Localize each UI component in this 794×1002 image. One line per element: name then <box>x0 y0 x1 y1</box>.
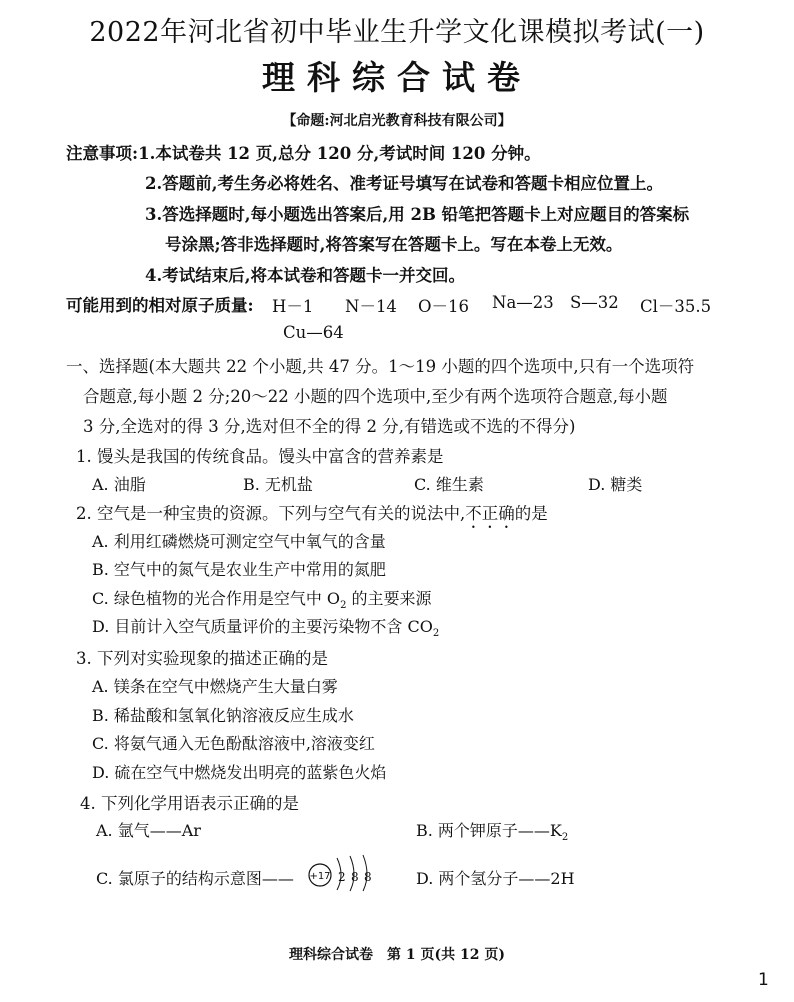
atomic-mass-row <box>66 292 254 316</box>
option-b <box>416 818 568 843</box>
option-a: A. 镁条在空气中燃烧产生大量白雾 <box>92 677 338 696</box>
option-a: A. 利用红磷燃烧可测定空气中氧气的含量 <box>92 532 386 551</box>
section-instructions: 一、选择题(本大题共 22 个小题,共 47 分。1～19 小题的四个选项中,只有一个选项符 <box>66 357 695 376</box>
shell-electron-count: 2 <box>338 870 346 884</box>
option-d: D. 硫在空气中燃烧发出明亮的蓝紫色火焰 <box>92 763 387 782</box>
option-b: B. 无机盐 <box>243 475 313 494</box>
setter-credit: 【命题:河北启光教育科技有限公司】 <box>282 113 512 129</box>
notice-item: 号涂黑;答非选择题时,将答案写在答题卡上。写在本卷上无效。 <box>165 235 623 254</box>
page-number: 1 <box>758 970 769 990</box>
atomic-mass-value: S—32 <box>570 293 619 312</box>
option-b: B. 稀盐酸和氢氧化钠溶液反应生成水 <box>92 706 354 725</box>
question-stem: 3. 下列对实验现象的描述正确的是 <box>76 649 328 668</box>
notice-label: 注意事项: <box>66 144 139 163</box>
option-c: C. 维生素 <box>414 475 484 494</box>
notice-item: 4.考试结束后,将本试卷和答题卡一并交回。 <box>145 266 465 285</box>
question-stem: 4. 下列化学用语表示正确的是 <box>80 794 299 813</box>
option-c: C. 将氨气通入无色酚酞溶液中,溶液变红 <box>92 734 375 753</box>
atomic-mass-value: Cu—64 <box>283 323 344 342</box>
option-text: D. 目前计入空气质量评价的主要污染物不含 CO <box>92 617 433 636</box>
question-stem: 1. 馒头是我国的传统食品。馒头中富含的营养素是 <box>76 447 444 466</box>
option-c <box>92 586 432 611</box>
notice-item: 2.答题前,考生务必将姓名、准考证号填写在试卷和答题卡相应位置上。 <box>145 174 663 193</box>
option-d <box>92 614 439 639</box>
option-b: B. 空气中的氮气是农业生产中常用的氮肥 <box>92 560 386 579</box>
stem-text: 2. 空气是一种宝贵的资源。下列与空气有关的说法中, <box>76 504 466 523</box>
option-c: C. 氯原子的结构示意图—— <box>96 869 294 888</box>
shell-electron-count: 8 <box>351 870 359 884</box>
atomic-mass-value: N－14 <box>345 297 397 316</box>
section-instructions: 合题意,每小题 2 分;20～22 小题的四个选项中,至少有两个选项符合题意,每小题 <box>83 387 668 406</box>
option-text: 的主要来源 <box>346 589 432 608</box>
atom-structure-diagram <box>306 848 376 892</box>
option-a: A. 油脂 <box>92 475 146 494</box>
subscript: 2 <box>432 628 440 640</box>
notice-row-1 <box>66 140 541 164</box>
subscript: 2 <box>340 600 347 612</box>
atomic-mass-value: O－16 <box>418 297 470 316</box>
emphasized-text: 不正确 <box>465 504 515 523</box>
stem-text: 的是 <box>514 504 548 523</box>
question-stem <box>76 500 548 532</box>
subscript: 2 <box>561 832 569 844</box>
option-a: A. 氩气——Ar <box>96 821 201 840</box>
notice-item: 3.答选择题时,每小题选出答案后,用 2B 铅笔把答题卡上对应题目的答案标 <box>145 205 690 224</box>
exam-title: 2022年河北省初中毕业生升学文化课模拟考试(一) <box>89 17 705 48</box>
paper-subtitle: 理科综合试卷 <box>262 58 532 97</box>
atomic-mass-value: Cl－35.5 <box>640 297 712 316</box>
notice-item: 1.本试卷共 12 页,总分 120 分,考试时间 120 分钟。 <box>138 144 541 163</box>
option-text: B. 两个钾原子——K <box>416 821 562 840</box>
option-text: C. 绿色植物的光合作用是空气中 O <box>92 589 341 608</box>
atomic-mass-label: 可能用到的相对原子质量: <box>66 296 254 315</box>
atomic-mass-value: H－1 <box>272 297 314 316</box>
section-instructions: 3 分,全选对的得 3 分,选对但不全的得 2 分,有错选或不选的不得分) <box>83 417 576 436</box>
option-d: D. 糖类 <box>588 475 643 494</box>
atomic-mass-value: Na—23 <box>492 293 554 312</box>
shell-electron-count: 8 <box>364 870 372 884</box>
nucleus-charge: +17 <box>309 871 331 882</box>
page-footer: 理科综合试卷 第 1 页(共 12 页) <box>289 947 505 963</box>
option-d: D. 两个氢分子——2H <box>416 869 575 888</box>
